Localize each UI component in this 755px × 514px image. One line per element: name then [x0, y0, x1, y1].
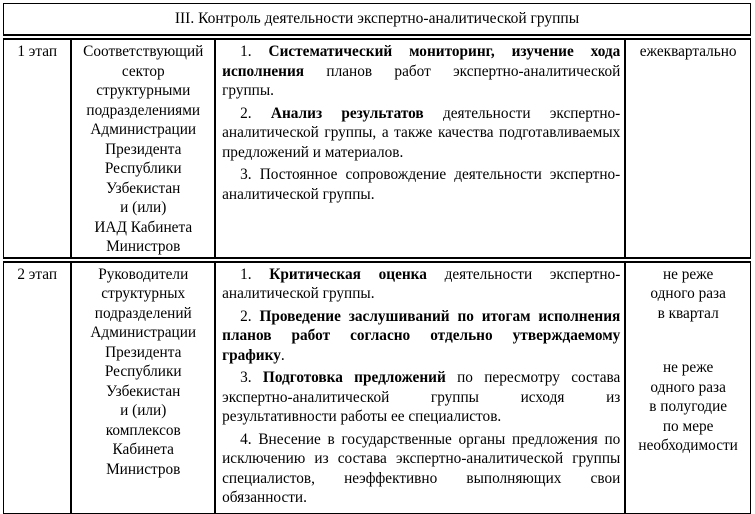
action-number: 1. — [240, 43, 252, 60]
responsible-line: Министров — [106, 238, 181, 255]
responsible-line: Узбекистан — [106, 179, 181, 197]
responsible-line: Администрации — [90, 324, 197, 341]
responsible-line: структурными — [96, 82, 191, 99]
responsible-line: подразделений — [94, 304, 192, 322]
action-number: 2. — [240, 307, 252, 325]
action-number: 2. — [240, 104, 252, 122]
action-text: Постоянное сопровождение деятельности экспертно-аналитической группы. — [222, 166, 621, 203]
action-number: 3. — [240, 166, 252, 183]
action-text: . — [280, 346, 285, 364]
responsible-line: структурных — [101, 285, 186, 302]
responsible-line: Республики — [104, 160, 182, 177]
responsible-line: Соответствующий — [83, 43, 204, 60]
responsible-cell — [71, 39, 215, 258]
stage-cell: 1 этап — [3, 39, 71, 258]
period-line: в квартал — [657, 304, 719, 322]
action-text: деятельности экспертно-аналитической группы, а также качества подготавливаемых предложений и материалов. — [222, 104, 621, 161]
responsible-line: Администрации — [90, 121, 197, 138]
action-item — [222, 430, 620, 508]
action-item — [222, 165, 620, 204]
action-number: 4. — [240, 430, 252, 448]
responsible-cell — [71, 262, 215, 514]
table-row-stage-1 — [3, 39, 751, 258]
period-line: одного раза — [650, 378, 726, 396]
responsible-line: подразделениями — [86, 101, 201, 119]
action-text: деятельности экспертно-аналитической группы. — [222, 265, 621, 302]
responsible-line: и (или) — [120, 402, 167, 419]
responsible-line: Министров — [106, 460, 181, 478]
responsible-line: Узбекистан — [106, 382, 181, 400]
responsible-line: комплексов — [105, 421, 181, 439]
action-text: по пересмотру состава экспертно-аналитической группы исходя из результативности работы ее специалистов. — [222, 369, 621, 425]
action-number: 3. — [240, 369, 252, 386]
period-line: не реже — [662, 359, 714, 376]
responsible-line: Руководители — [98, 265, 189, 283]
responsible-line: Республики — [104, 363, 182, 380]
responsible-line: Кабинета — [112, 441, 174, 458]
action-item — [222, 104, 620, 163]
action-bold-text: Анализ результатов — [270, 104, 424, 122]
action-item — [222, 368, 620, 427]
period-line: одного раза — [650, 285, 726, 302]
period-gap — [626, 323, 750, 358]
action-bold-text: Проведение заслушиваний по итогам исполнения планов работ согласно отдельно утверждаемому графику — [222, 307, 621, 364]
title-row — [3, 3, 751, 35]
responsible-line: и (или) — [120, 199, 167, 216]
action-bold-text: Систематический мониторинг, изучение хода исполнения — [222, 43, 621, 80]
action-item — [222, 42, 620, 101]
period-line: необходимости — [638, 437, 738, 454]
action-bold-text: Подготовка предложений — [262, 369, 446, 386]
period-line: не реже — [662, 265, 714, 283]
action-item — [222, 307, 620, 366]
action-bold-text: Критическая оценка — [269, 265, 427, 283]
responsible-line: Президента — [105, 343, 182, 361]
stage-cell: 2 этап — [3, 262, 71, 514]
responsible-line: ИАД Кабинета — [94, 218, 193, 236]
responsible-line: Президента — [105, 140, 182, 158]
responsible-line: сектор — [121, 62, 165, 80]
period-line: ежеквартально — [639, 43, 737, 60]
period-cell — [625, 39, 751, 258]
action-text: планов работ экспертно-аналитической группы. — [222, 62, 621, 99]
period-cell — [625, 262, 751, 514]
control-table — [3, 3, 751, 514]
actions-cell — [215, 39, 625, 258]
table-row-stage-2 — [3, 262, 751, 514]
period-line: в полугодие — [649, 398, 728, 415]
action-number: 1. — [240, 265, 252, 283]
action-text: Внесение в государственные органы предложения по исключению из состава экспертно-аналитической группы специалистов, неэффективно выполняющих свои обязанности. — [222, 430, 621, 506]
actions-cell — [215, 262, 625, 514]
action-item — [222, 265, 620, 304]
period-line: по мере — [662, 417, 714, 435]
section-title: III. Контроль деятельности экспертно-аналитической группы — [3, 3, 751, 35]
